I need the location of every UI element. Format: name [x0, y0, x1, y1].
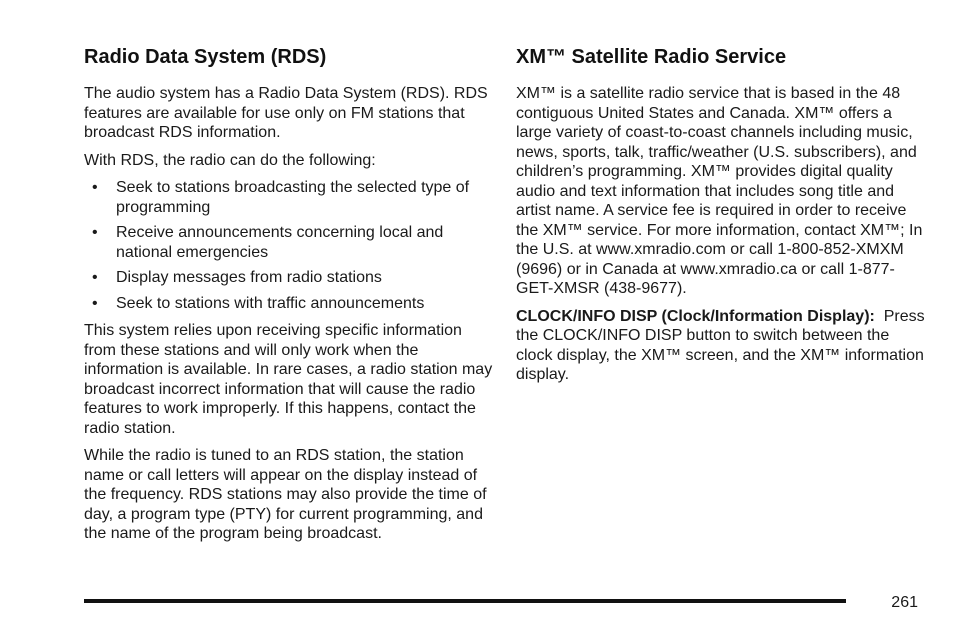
- clock-info-paragraph: [516, 307, 926, 385]
- list-item-text: Seek to stations broadcasting the selected type of programming: [116, 179, 470, 216]
- rds-heading: Radio Data System (RDS): [84, 46, 327, 68]
- rds-can-do-paragraph: With RDS, the radio can do the following:: [84, 151, 376, 169]
- footer-rule: [84, 599, 846, 603]
- bullet-icon: •: [92, 269, 98, 286]
- page-number: 261: [891, 594, 918, 611]
- bullet-icon: •: [92, 179, 98, 196]
- list-item: [84, 294, 494, 314]
- clock-info-label: CLOCK/INFO DISP (Clock/Information Display):: [516, 307, 875, 325]
- list-item: [84, 223, 494, 262]
- rds-feature-list: [84, 178, 494, 313]
- bullet-icon: •: [92, 224, 98, 241]
- rds-reliability-paragraph: This system relies upon receiving specific information from these stations and will only work when the information is available. In rare cases, a radio station may broadcast incorrect information that will cause the radio features to work improperly. If this happens, contact the radio station.: [84, 322, 493, 437]
- list-item-text: Seek to stations with traffic announcements: [116, 294, 425, 312]
- right-column: [516, 44, 926, 393]
- rds-station-paragraph: While the radio is tuned to an RDS station, the station name or call letters will appear on the display instead of the frequency. RDS stations may also provide the time of day, a program type (PTY) for current programming, and the name of the program being broadcast.: [84, 447, 487, 542]
- rds-intro-paragraph: The audio system has a Radio Data System (RDS). RDS features are available for use only on FM stations that broadcast RDS information.: [84, 85, 488, 141]
- left-column: [84, 44, 494, 552]
- list-item-text: Receive announcements concerning local and national emergencies: [116, 224, 444, 261]
- xm-intro-paragraph: XM™ is a satellite radio service that is based in the 48 contiguous United States and Canada. XM™ offers a large variety of coast-to-coast channels including music, news, sports, talk, traffic/weather (U.S. subscribers), and children’s programming. XM™ provides digital quality audio and text information that includes song title and artist name. A service fee is required in order to receive the XM™ service. For more information, contact XM™; In the U.S. at www.xmradio.com or call 1-800-852-XMXM (9696) or in Canada at www.xmradio.ca or call 1-877-GET-XMSR (438-9677).: [516, 85, 923, 297]
- list-item: [84, 268, 494, 288]
- clock-info-text: Press the CLOCK/INFO DISP button to switch between the clock display, the XM™ screen, and the XM™ information display.: [516, 307, 925, 383]
- xm-heading: XM™ Satellite Radio Service: [516, 46, 787, 68]
- bullet-icon: •: [92, 294, 98, 312]
- list-item-text: Display messages from radio stations: [116, 269, 382, 286]
- list-item: [84, 178, 494, 217]
